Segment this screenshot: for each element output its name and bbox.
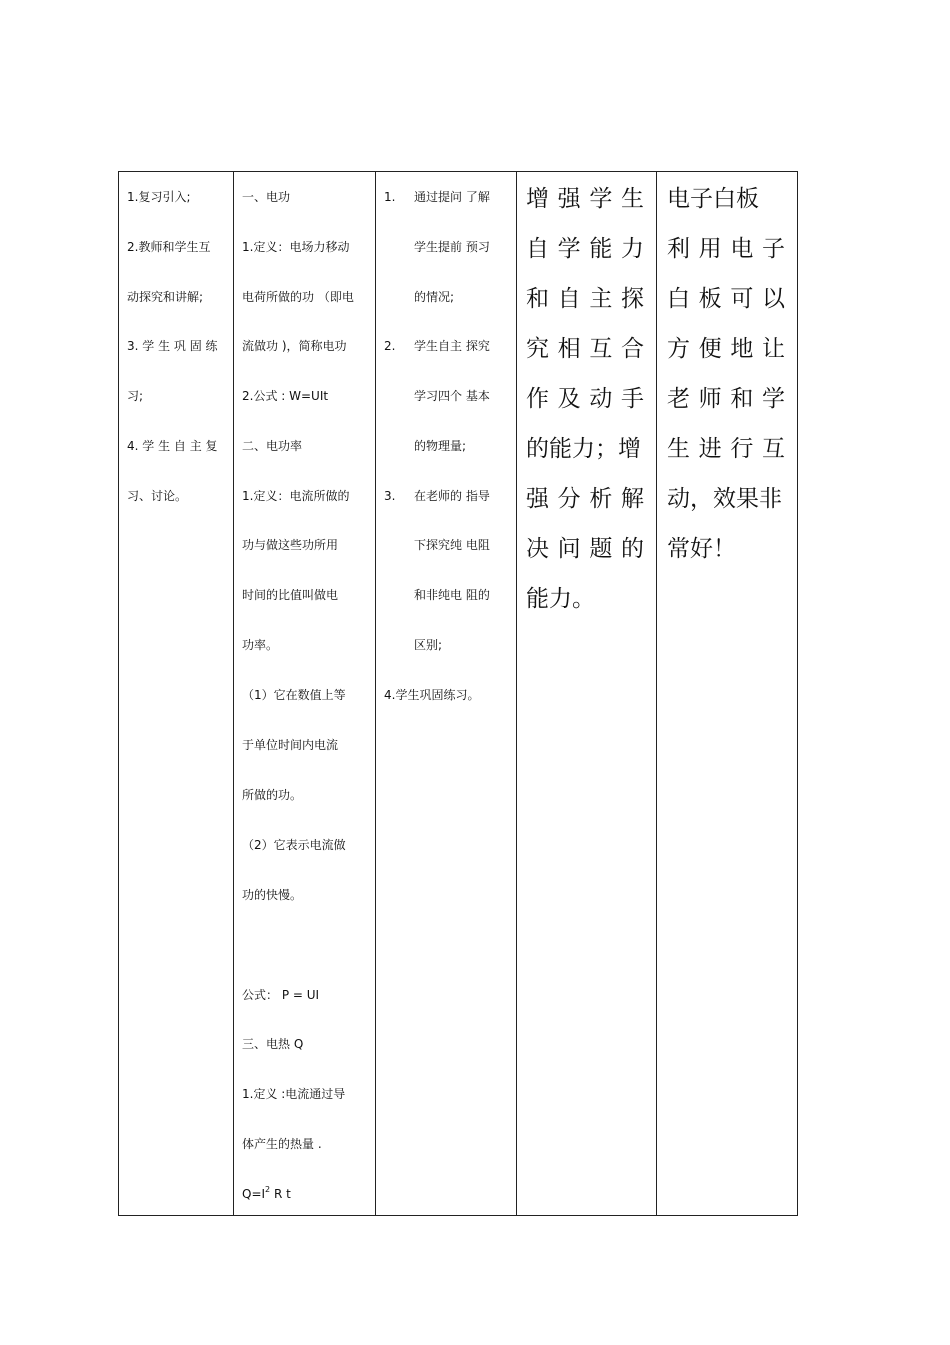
activity-number: 3. [384,489,396,503]
step-3-line-2: 习; [127,389,144,403]
media-line: 白板可以 [667,286,787,312]
intent-line: 和自主探 [526,286,646,312]
content-line: 1.定义 :电流通过导 [242,1087,346,1101]
intent-line: 的能力；增 [526,436,641,462]
column-media [657,172,799,1215]
activity-line: 学生提前 预习 [414,240,490,254]
content-line: 三、电热 Q [242,1037,304,1051]
step-1: 1.复习引入; [127,190,191,204]
content-line: 1.定义：电场力移动 [242,240,350,254]
activity-line: 在老师的 指导 [414,489,490,503]
media-line: 动，效果非 [667,486,782,512]
activity-number: 2. [384,339,396,353]
activity-line: 学习四个 基本 [414,389,490,403]
activity-line: 通过提问 了解 [414,190,490,204]
intent-line: 能力。 [526,586,595,612]
content-line: 时间的比值叫做电 [242,588,339,602]
activity-line: 下探究纯 电阻 [414,538,490,552]
content-line: 功与做这些功所用 [242,538,339,552]
intent-line: 自学能力 [526,236,646,262]
formula-power: 公式： P = UI [242,988,320,1002]
intent-line: 决问题的 [526,536,646,562]
column-design-intent [517,172,657,1215]
content-line: 电荷所做的功 （即电 [242,290,354,304]
content-line: （2）它表示电流做 [242,838,346,852]
column-teaching-steps [119,172,234,1215]
intent-line: 增强学生 [526,186,646,212]
step-4-line-2: 习、讨论。 [127,489,188,503]
media-line: 老师和学 [667,386,787,412]
media-line: 生进行互 [667,436,787,462]
content-line: 1.定义：电流所做的 [242,489,350,503]
intent-line: 强分析解 [526,486,646,512]
step-2-line-1: 2.教师和学生互 [127,240,211,254]
formula-heat-rest: R t [270,1187,291,1201]
column-content [234,172,376,1215]
content-line: 功率。 [242,638,279,652]
formula-heat [242,1169,291,1219]
media-line: 利用电子 [667,236,787,262]
media-line: 方便地让 [667,336,787,362]
activity-number: 1. [384,190,396,204]
content-line: 二、电功率 [242,439,303,453]
step-4-line-1: 4. 学 生 自 主 复 [127,439,218,453]
step-3-line-1: 3. 学 生 巩 固 练 [127,339,218,353]
content-line: 流做功 )，简称电功 [242,339,347,353]
activity-line: 学生自主 探究 [414,339,490,353]
activity-line: 的物理量; [414,439,467,453]
content-line: 2.公式 : W=UIt [242,389,329,403]
content-line: 功的快慢。 [242,888,303,902]
content-line: 体产生的热量 . [242,1137,322,1151]
content-line: （1）它在数值上等 [242,688,346,702]
formula-heat-base: Q=I [242,1187,266,1201]
activity-line: 4.学生巩固练习。 [384,688,480,702]
media-line: 常好！ [667,536,736,562]
content-line: 所做的功。 [242,788,303,802]
activity-line: 区别; [414,638,443,652]
content-line: 一、电功 [242,190,291,204]
activity-line: 的情况; [414,290,455,304]
step-2-line-2: 动探究和讲解; [127,290,204,304]
media-line: 电子白板 [667,186,759,212]
activity-line: 和非纯电 阻的 [414,588,490,602]
lesson-table [118,171,798,1216]
formula-heat-exponent: 2 [265,1185,271,1194]
content-line: 于单位时间内电流 [242,738,339,752]
column-student-activity [376,172,517,1215]
intent-line: 究相互合 [526,336,646,362]
intent-line: 作及动手 [526,386,646,412]
